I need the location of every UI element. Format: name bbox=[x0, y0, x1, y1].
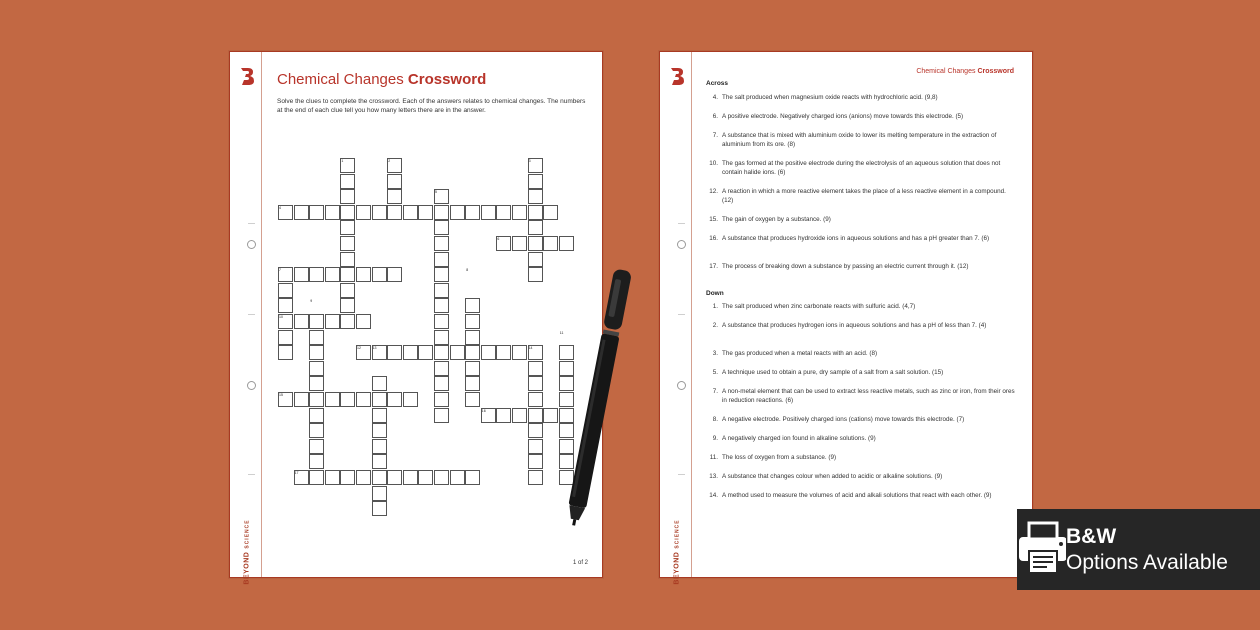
bw-options-badge bbox=[1017, 509, 1260, 590]
clue-item bbox=[706, 215, 1018, 224]
crossword-clue-number: 5 bbox=[435, 190, 437, 195]
clue-text: A negative electrode. Positively charged ions (cations) move towards this electrode. (7) bbox=[722, 416, 965, 423]
clue-item bbox=[706, 387, 1018, 405]
clue-number: 16. bbox=[709, 235, 718, 242]
clue-item bbox=[706, 415, 1018, 424]
crossword-cell bbox=[340, 267, 355, 282]
crossword-clue-number: 16 bbox=[481, 408, 486, 413]
crossword-cell bbox=[434, 470, 449, 485]
crossword-cell bbox=[465, 314, 480, 329]
crossword-cell bbox=[325, 205, 340, 220]
crossword-cell bbox=[356, 205, 371, 220]
crossword-clue-number: 4 bbox=[279, 205, 281, 210]
crossword-cell bbox=[294, 205, 309, 220]
clue-text: The gas produced when a metal reacts with an acid. (8) bbox=[722, 350, 878, 357]
crossword-cell bbox=[528, 454, 543, 469]
crossword-cell bbox=[278, 298, 293, 313]
crossword-cell bbox=[434, 314, 449, 329]
hole-mark bbox=[678, 223, 685, 224]
crossword-cell bbox=[450, 470, 465, 485]
crossword-cell bbox=[340, 205, 355, 220]
crossword-grid bbox=[230, 52, 604, 579]
crossword-cell bbox=[340, 236, 355, 251]
worksheet-instructions: Solve the clues to complete the crossword. Each of the answers relates to chemical changes. The numbers at the end of each clue tell you how many letters there are in the answer. bbox=[277, 98, 586, 114]
crossword-cell bbox=[309, 205, 324, 220]
crossword-cell bbox=[340, 189, 355, 204]
crossword-clue-number: 7 bbox=[279, 268, 281, 273]
clue-item bbox=[706, 93, 1018, 102]
crossword-clue-number: 13 bbox=[372, 346, 377, 351]
crossword-cell bbox=[278, 345, 293, 360]
crossword-cell bbox=[528, 361, 543, 376]
crossword-cell bbox=[309, 376, 324, 391]
crossword-cell bbox=[356, 392, 371, 407]
crossword-cell bbox=[543, 205, 558, 220]
clue-item bbox=[706, 368, 1018, 377]
crossword-cell bbox=[434, 345, 449, 360]
clue-text: The salt produced when magnesium oxide reacts with hydrochloric acid. (9,8) bbox=[722, 94, 938, 101]
clue-number: 14. bbox=[709, 492, 718, 499]
crossword-cell bbox=[403, 205, 418, 220]
crossword-cell bbox=[372, 439, 387, 454]
crossword-cell bbox=[372, 423, 387, 438]
down-heading: Down bbox=[706, 290, 724, 297]
crossword-cell bbox=[294, 314, 309, 329]
crossword-cell bbox=[465, 345, 480, 360]
crossword-cell bbox=[387, 345, 402, 360]
clue-number: 3. bbox=[712, 350, 718, 357]
crossword-cell bbox=[372, 376, 387, 391]
crossword-cell bbox=[356, 267, 371, 282]
crossword-cell bbox=[372, 408, 387, 423]
clue-text: A substance that produces hydroxide ions in aqueous solutions and has a pH greater than 7. (6) bbox=[722, 235, 990, 242]
crossword-cell bbox=[356, 314, 371, 329]
crossword-cell bbox=[465, 205, 480, 220]
clue-text: A reaction in which a more reactive element takes the place of a less reactive element in a compound. (12) bbox=[722, 188, 1006, 204]
clue-text: A substance that changes colour when added to acidic or alkaline solutions. (9) bbox=[722, 473, 943, 480]
badge-title: B&W bbox=[1066, 525, 1117, 548]
crossword-cell bbox=[387, 189, 402, 204]
crossword-clue-number: 10 bbox=[279, 315, 283, 319]
crossword-cell bbox=[434, 252, 449, 267]
crossword-cell bbox=[356, 470, 371, 485]
crossword-cell bbox=[418, 205, 433, 220]
clue-text: A substance that produces hydrogen ions in aqueous solutions and has a pH of less than 7. (4) bbox=[722, 322, 987, 329]
crossword-cell bbox=[512, 345, 527, 360]
pen-image bbox=[560, 260, 640, 530]
clue-number: 5. bbox=[712, 369, 718, 376]
crossword-cell bbox=[387, 205, 402, 220]
crossword-cell bbox=[434, 408, 449, 423]
crossword-cell bbox=[309, 345, 324, 360]
clue-text: A positive electrode. Negatively charged ions (anions) move towards this electrode. (5) bbox=[722, 113, 964, 120]
crossword-cell bbox=[465, 330, 480, 345]
crossword-cell bbox=[309, 330, 324, 345]
crossword-clue-number: 8 bbox=[466, 268, 469, 273]
across-heading: Across bbox=[706, 80, 729, 87]
clue-number: 11. bbox=[709, 454, 718, 461]
crossword-cell bbox=[309, 314, 324, 329]
brand-vertical: BEYONDSCIENCE bbox=[673, 519, 681, 585]
crossword-cell bbox=[496, 345, 511, 360]
hole-mark bbox=[678, 314, 685, 315]
crossword-cell bbox=[543, 236, 558, 251]
crossword-clue-number: 1 bbox=[341, 159, 344, 163]
crossword-cell bbox=[465, 361, 480, 376]
crossword-cell bbox=[434, 205, 449, 220]
crossword-cell bbox=[309, 423, 324, 438]
crossword-cell bbox=[309, 454, 324, 469]
crossword-cell bbox=[309, 408, 324, 423]
clue-text: A negatively charged ion found in alkaline solutions. (9) bbox=[722, 435, 876, 442]
crossword-cell bbox=[418, 345, 433, 360]
clue-text: A non-metal element that can be used to extract less reactive metals, such as zinc or iron, from their ores in reduction reactions. (6) bbox=[722, 388, 1015, 404]
crossword-cell bbox=[543, 408, 558, 423]
clue-number: 8. bbox=[712, 416, 718, 423]
crossword-cell bbox=[340, 174, 355, 189]
crossword-cell bbox=[528, 392, 543, 407]
crossword-cell bbox=[309, 392, 324, 407]
clue-text: The loss of oxygen from a substance. (9) bbox=[722, 454, 837, 461]
crossword-clue-number: 9 bbox=[310, 299, 313, 304]
hole-mark bbox=[678, 474, 685, 475]
clue-item bbox=[706, 159, 1018, 177]
clue-item bbox=[706, 491, 1018, 500]
crossword-cell bbox=[403, 470, 418, 485]
margin-line bbox=[691, 52, 692, 577]
crossword-cell bbox=[418, 470, 433, 485]
clue-item bbox=[706, 321, 1018, 330]
crossword-cell bbox=[309, 470, 324, 485]
clue-item bbox=[706, 112, 1018, 121]
clue-item bbox=[706, 262, 1018, 271]
crossword-cell bbox=[372, 486, 387, 501]
crossword-clue-number: 3 bbox=[528, 159, 531, 163]
crossword-cell bbox=[325, 314, 340, 329]
crossword-cell bbox=[403, 392, 418, 407]
crossword-cell bbox=[340, 252, 355, 267]
crossword-cell bbox=[528, 376, 543, 391]
crossword-cell bbox=[434, 361, 449, 376]
crossword-cell bbox=[434, 267, 449, 282]
clue-number: 15. bbox=[709, 216, 718, 223]
crossword-cell bbox=[496, 205, 511, 220]
crossword-cell bbox=[340, 314, 355, 329]
clue-number: 6. bbox=[712, 113, 718, 120]
crossword-cell bbox=[450, 205, 465, 220]
crossword-cell bbox=[528, 174, 543, 189]
crossword-cell bbox=[372, 205, 387, 220]
crossword-cell bbox=[434, 392, 449, 407]
crossword-cell bbox=[325, 392, 340, 407]
crossword-cell bbox=[528, 252, 543, 267]
clue-number: 12. bbox=[709, 188, 718, 195]
crossword-cell bbox=[528, 267, 543, 282]
crossword-cell bbox=[465, 298, 480, 313]
crossword-cell bbox=[528, 408, 543, 423]
clue-text: A technique used to obtain a pure, dry sample of a salt from a salt solution. (15) bbox=[722, 369, 944, 376]
crossword-cell bbox=[294, 392, 309, 407]
crossword-cell bbox=[278, 283, 293, 298]
crossword-cell bbox=[372, 454, 387, 469]
crossword-cell bbox=[434, 220, 449, 235]
crossword-cell bbox=[340, 470, 355, 485]
crossword-cell bbox=[372, 267, 387, 282]
clue-number: 7. bbox=[712, 132, 718, 139]
crossword-cell bbox=[434, 298, 449, 313]
clue-item bbox=[706, 453, 1018, 462]
crossword-cell bbox=[481, 205, 496, 220]
crossword-clue-number: 6 bbox=[497, 237, 500, 241]
crossword-cell bbox=[481, 345, 496, 360]
crossword-cell bbox=[403, 345, 418, 360]
crossword-cell bbox=[465, 470, 480, 485]
crossword-cell bbox=[512, 205, 527, 220]
clue-number: 1. bbox=[712, 303, 718, 310]
crossword-clue-number: 11 bbox=[559, 330, 564, 335]
crossword-cell bbox=[559, 236, 574, 251]
crossword-cell bbox=[325, 267, 340, 282]
clue-number: 13. bbox=[709, 473, 718, 480]
clue-text: A substance that is mixed with aluminium oxide to lower its melting temperature in the extraction of aluminium from its ore. (8) bbox=[722, 132, 997, 148]
clue-text: The process of breaking down a substance by passing an electric current through it. (12) bbox=[722, 263, 969, 270]
crossword-clue-number: 15 bbox=[279, 393, 283, 397]
clue-item bbox=[706, 187, 1018, 205]
crossword-cell bbox=[496, 408, 511, 423]
crossword-cell bbox=[325, 470, 340, 485]
beyond-logo-icon bbox=[668, 66, 686, 86]
crossword-cell bbox=[294, 267, 309, 282]
printer-icon bbox=[1017, 509, 1066, 590]
clue-text: A method used to measure the volumes of acid and alkali solutions that react with each other. (9) bbox=[722, 492, 992, 499]
crossword-cell bbox=[309, 267, 324, 282]
crossword-cell bbox=[434, 330, 449, 345]
punch-hole bbox=[677, 240, 686, 249]
crossword-cell bbox=[434, 236, 449, 251]
worksheet-title: Chemical Changes Crossword bbox=[277, 71, 487, 88]
crossword-cell bbox=[512, 408, 527, 423]
crossword-cell bbox=[387, 267, 402, 282]
clue-text: The gas formed at the positive electrode during the electrolysis of an aqueous solution that does not contain halide ions. (6) bbox=[722, 160, 1001, 176]
crossword-cell bbox=[387, 392, 402, 407]
crossword-clue-number: 2 bbox=[388, 159, 391, 163]
crossword-cell bbox=[372, 392, 387, 407]
crossword-cell bbox=[528, 189, 543, 204]
crossword-cell bbox=[387, 470, 402, 485]
crossword-cell bbox=[372, 470, 387, 485]
crossword-cell bbox=[340, 220, 355, 235]
clue-number: 2. bbox=[712, 322, 718, 329]
clue-number: 7. bbox=[712, 388, 718, 395]
crossword-cell bbox=[528, 220, 543, 235]
crossword-cell bbox=[528, 236, 543, 251]
crossword-cell bbox=[528, 205, 543, 220]
crossword-cell bbox=[512, 236, 527, 251]
crossword-cell bbox=[309, 361, 324, 376]
clue-number: 4. bbox=[712, 94, 718, 101]
crossword-cell bbox=[372, 501, 387, 516]
crossword-cell bbox=[340, 392, 355, 407]
clue-number: 9. bbox=[712, 435, 718, 442]
clue-text: The gain of oxygen by a substance. (9) bbox=[722, 216, 831, 223]
crossword-cell bbox=[387, 174, 402, 189]
crossword-cell bbox=[528, 470, 543, 485]
crossword-cell bbox=[434, 283, 449, 298]
crossword-cell bbox=[465, 392, 480, 407]
crossword-cell bbox=[309, 439, 324, 454]
crossword-cell bbox=[340, 283, 355, 298]
punch-hole bbox=[677, 381, 686, 390]
crossword-cell bbox=[434, 376, 449, 391]
crossword-cell bbox=[450, 345, 465, 360]
clue-number: 17. bbox=[709, 263, 718, 270]
clue-item bbox=[706, 434, 1018, 443]
clue-text: The salt produced when zinc carbonate reacts with sulfuric acid. (4,7) bbox=[722, 303, 916, 310]
brand-vertical: BEYONDSCIENCE bbox=[243, 519, 251, 585]
crossword-cell bbox=[528, 423, 543, 438]
crossword-cell bbox=[465, 376, 480, 391]
crossword-worksheet-page bbox=[229, 51, 603, 585]
clue-item bbox=[706, 302, 1018, 311]
clues-header: Chemical Changes Crossword bbox=[916, 68, 1014, 75]
crossword-clue-number: 12 bbox=[357, 346, 361, 351]
crossword-clues-page bbox=[659, 51, 1033, 585]
page-number: 1 of 2 bbox=[572, 560, 588, 566]
crossword-cell bbox=[278, 330, 293, 345]
clue-number: 10. bbox=[709, 160, 718, 167]
clue-item bbox=[706, 131, 1018, 149]
crossword-clue-number: 17 bbox=[294, 471, 299, 475]
badge-subtitle: Options Available bbox=[1066, 551, 1228, 574]
crossword-clue-number: 14 bbox=[528, 346, 533, 351]
crossword-cell bbox=[340, 298, 355, 313]
crossword-cell bbox=[528, 439, 543, 454]
clue-item bbox=[706, 349, 1018, 358]
clue-item bbox=[706, 234, 1018, 243]
clue-item bbox=[706, 472, 1018, 481]
